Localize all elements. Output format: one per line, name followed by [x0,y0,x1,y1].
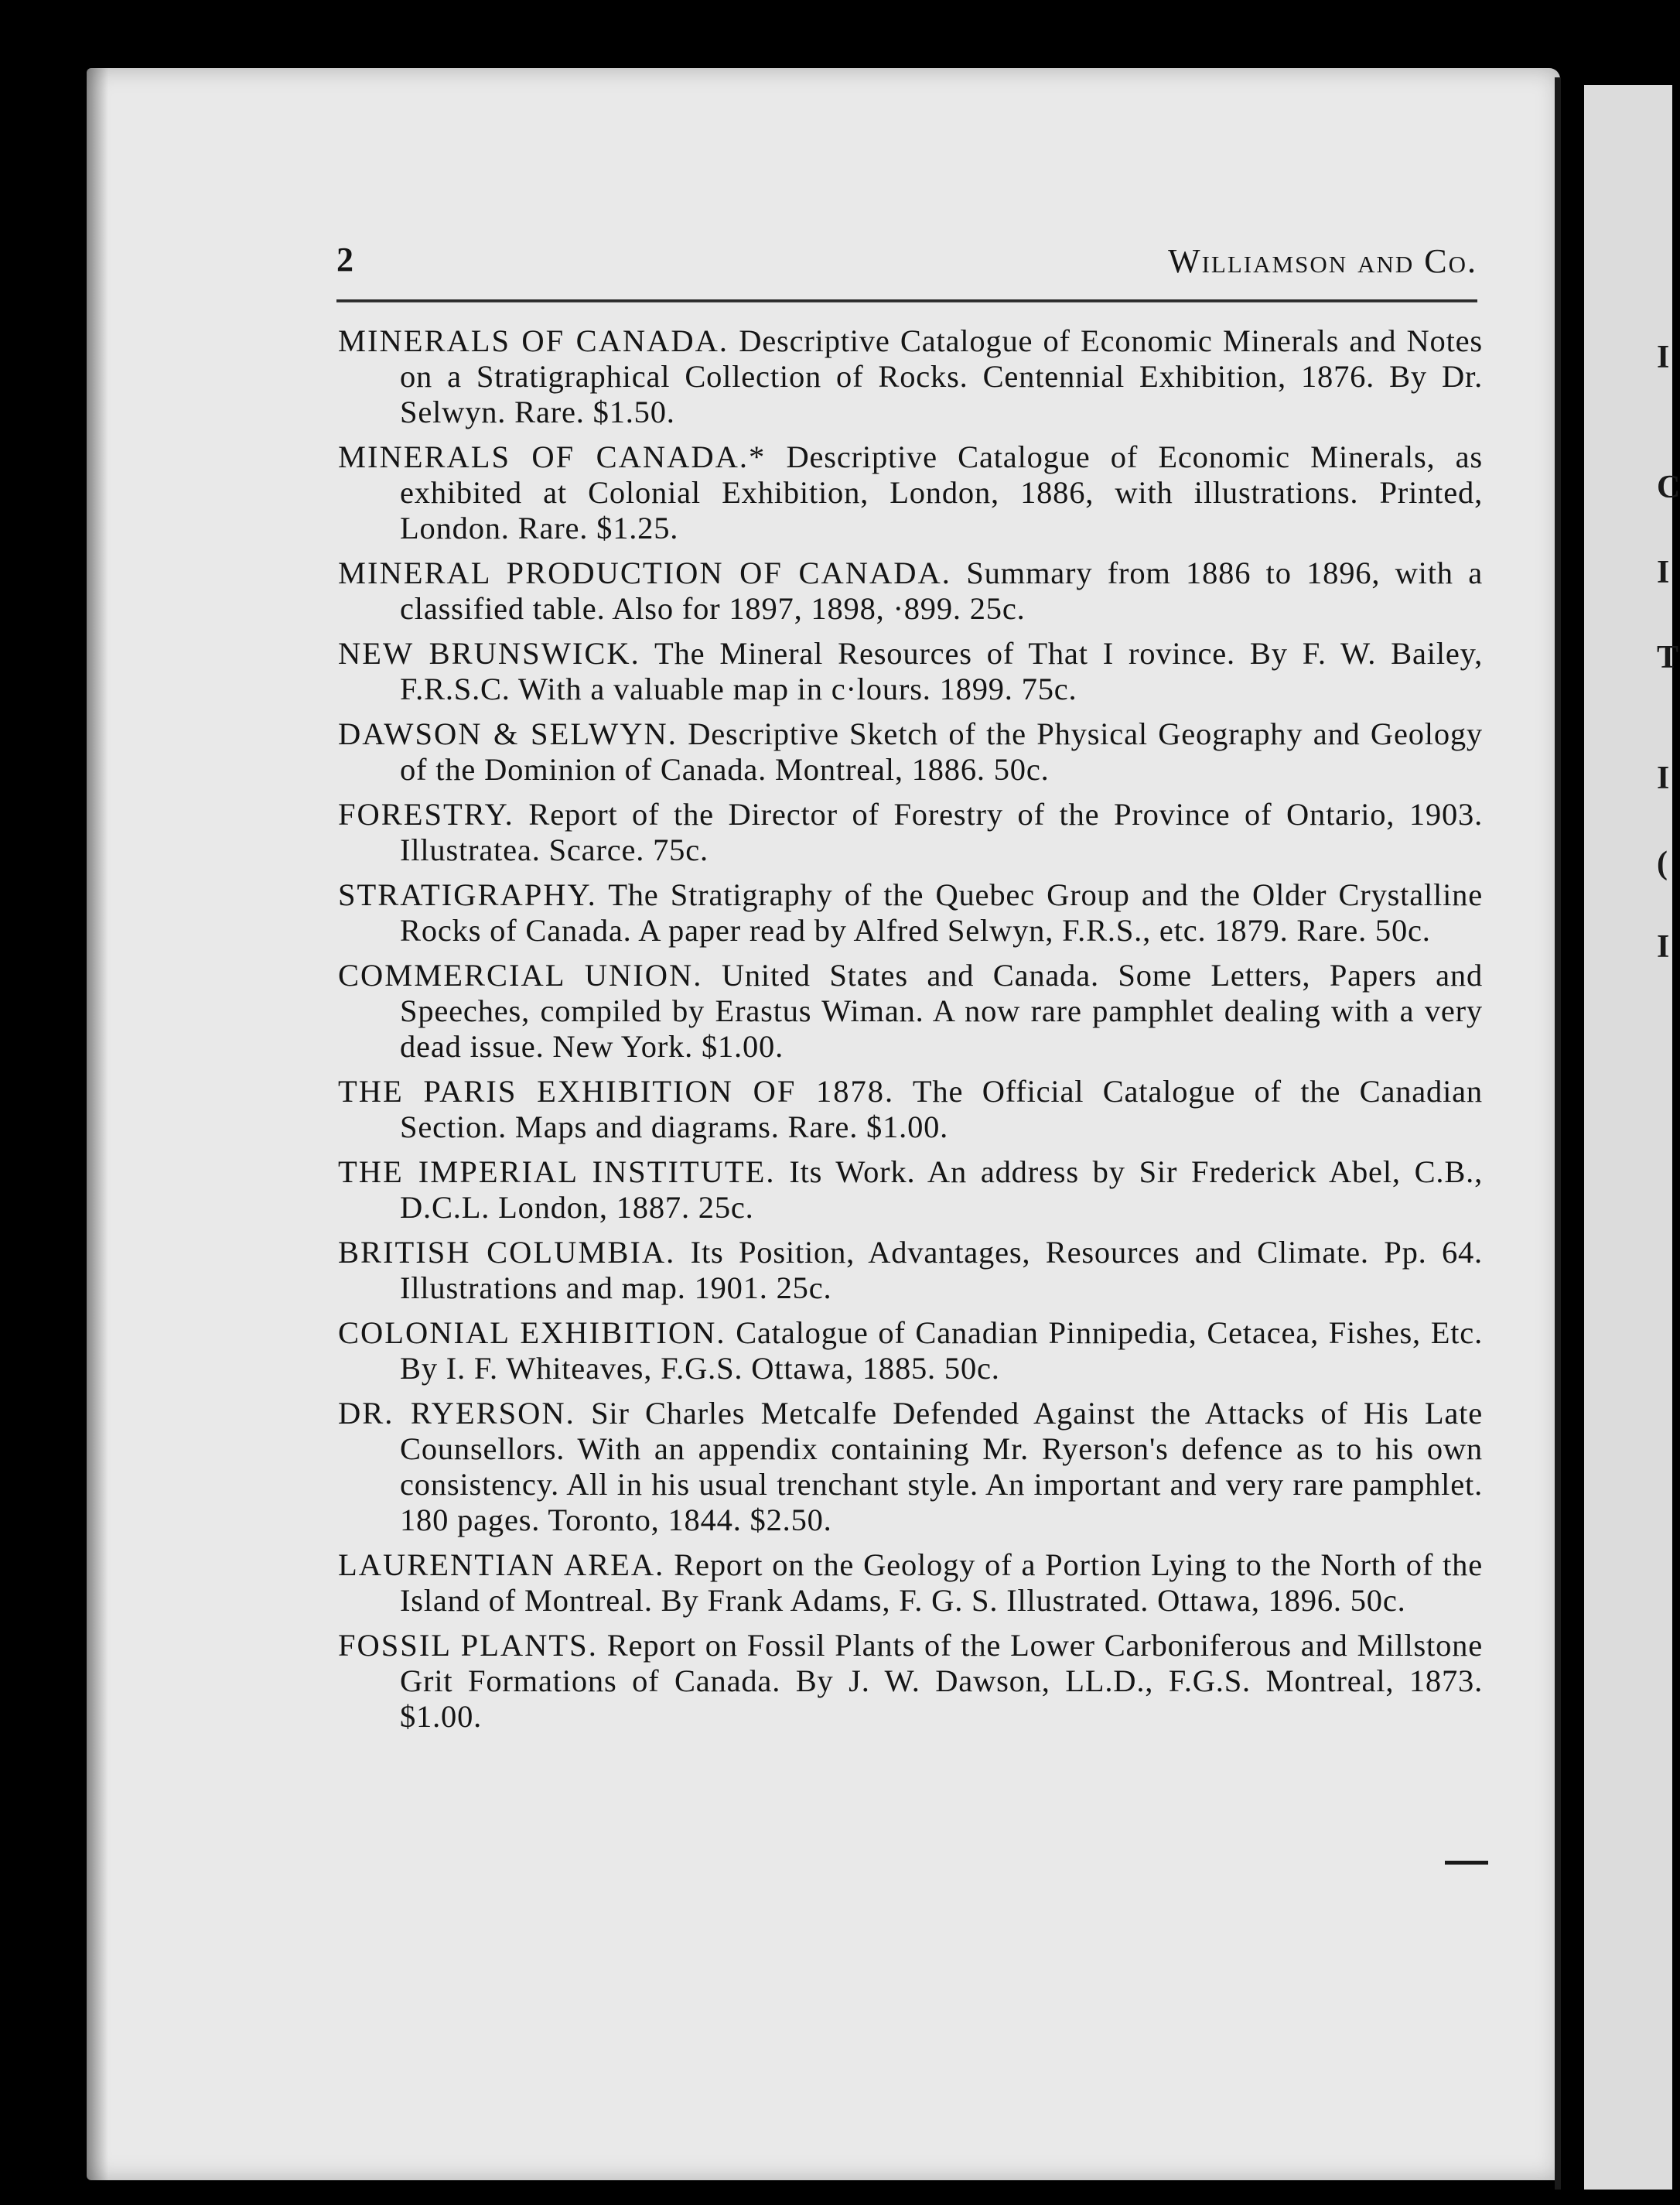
catalogue-entry [338,1235,1483,1306]
entry-description: Its Work. An address by Sir Frederick Abel, C.B., D.C.L. London, 1887. 25c. [400,1154,1483,1225]
catalogue-entry [338,716,1483,788]
catalogue-entry [338,1315,1483,1386]
running-head: Williamson and Co. [1168,242,1477,280]
entry-title: COMMERCIAL UNION. [338,958,703,993]
entry-title: MINERALS OF CANADA.* [338,439,767,474]
header-rule [336,299,1477,303]
entry-description: Sir Charles Metcalfe Defended Against the Attacks of His Late Counsellors. With an appendix containing Mr. Ryerson's defence as to his own consistency. All in his usual trenchant style. An important and very rare pamphlet. 180 pages. Toronto, 1844. $2.50. [400,1396,1484,1537]
entry-description: Summary from 1886 to 1896, with a classified table. Also for 1897, 1898, ·899. 25c. [400,556,1483,626]
catalogue-entry [338,556,1483,627]
catalogue-entry [338,636,1483,707]
catalogue-entry [338,439,1483,546]
catalogue-entry [338,1154,1483,1226]
facing-page-letter: I [1657,340,1670,375]
catalogue-entry [338,1074,1483,1145]
entry-description: The Official Catalogue of the Canadian Section. Maps and diagrams. Rare. $1.00. [400,1074,1483,1144]
entry-title: THE PARIS EXHIBITION OF 1878. [338,1074,895,1109]
entry-description: United States and Canada. Some Letters, Papers and Speeches, compiled by Erastus Wiman. A now rare pamphlet dealing with a very dead issue. New York. $1.00. [400,958,1483,1064]
facing-page-letter: I [1657,555,1670,590]
entry-title: FOSSIL PLANTS. [338,1628,598,1663]
entry-title: BRITISH COLUMBIA. [338,1235,676,1270]
entry-title: STRATIGRAPHY. [338,877,597,912]
entry-title: LAURENTIAN AREA. [338,1547,665,1582]
entry-title: DAWSON & SELWYN. [338,716,678,751]
entry-description: Report on Fossil Plants of the Lower Carboniferous and Millstone Grit Formations of Canada. By J. W. Dawson, LL.D., F.G.S. Montreal, 1873. $1.00. [400,1628,1483,1734]
catalogue-entry [338,958,1483,1065]
entry-description: Report on the Geology of a Portion Lying to the North of the Island of Montreal. By Frank Adams, F. G. S. Illustrated. Ottawa, 1896. 50c. [400,1547,1483,1618]
page-gutter [1555,77,1561,2190]
entry-description: Catalogue of Canadian Pinnipedia, Cetacea, Fishes, Etc. By I. F. Whiteaves, F.G.S. Ottawa, 1885. 50c. [400,1315,1483,1386]
entry-description: The Stratigraphy of the Quebec Group and the Older Crystalline Rocks of Canada. A paper read by Alfred Selwyn, F.R.S., etc. 1879. Rare. 50c. [400,877,1483,948]
facing-page-letter: I [1657,929,1670,965]
catalogue-entry [338,323,1483,430]
catalogue-entry [338,1547,1483,1619]
margin-ink-mark [1445,1861,1488,1865]
entry-description: Descriptive Sketch of the Physical Geography and Geology of the Dominion of Canada. Montreal, 1886. 50c. [400,716,1483,787]
entry-title: DR. RYERSON. [338,1396,575,1431]
catalogue-entry [338,1396,1483,1538]
catalogue-entries [338,323,1483,1744]
entry-description: Descriptive Catalogue of Economic Minerals and Notes on a Stratigraphical Collection of Rocks. Centennial Exhibition, 1876. By Dr. Selwyn. Rare. $1.50. [400,323,1483,429]
entry-title: THE IMPERIAL INSTITUTE. [338,1154,776,1189]
facing-page-letter: ( [1657,846,1668,881]
facing-page-edge [1584,85,1672,2190]
entry-description: The Mineral Resources of That I rovince. By F. W. Bailey, F.R.S.C. With a valuable map in c·lours. 1899. 75c. [400,636,1483,706]
entry-description: Its Position, Advantages, Resources and Climate. Pp. 64. Illustrations and map. 1901. 25c. [400,1235,1483,1305]
page-header [336,237,1477,291]
catalogue-entry [338,877,1483,949]
entry-title: MINERALS OF CANADA. [338,323,729,358]
entry-title: NEW BRUNSWICK. [338,636,640,671]
page-number: 2 [336,241,353,279]
entry-description: Report of the Director of Forestry of the Province of Ontario, 1903. Illustratea. Scarce. 75c. [400,797,1484,867]
entry-description: Descriptive Catalogue of Economic Minerals, as exhibited at Colonial Exhibition, London, 1886, with illustrations. Printed, London. Rare. $1.25. [400,439,1483,545]
entry-title: FORESTRY. [338,797,514,832]
entry-title: MINERAL PRODUCTION OF CANADA. [338,556,951,590]
facing-page-letter: T [1657,640,1679,675]
facing-page-letter: I [1657,761,1670,796]
facing-page-letter: C [1657,470,1680,505]
entry-title: COLONIAL EXHIBITION. [338,1315,726,1350]
catalogue-entry [338,1628,1483,1735]
catalogue-entry [338,797,1483,868]
